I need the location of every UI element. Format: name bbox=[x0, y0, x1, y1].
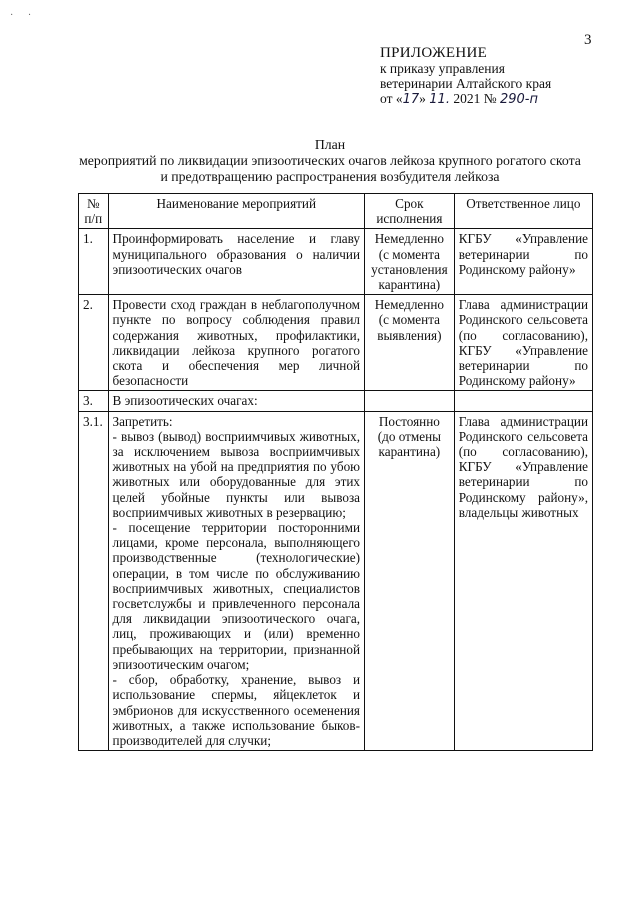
row-resp: Глава администрации Родинского сельсовета (по согласованию), КГБУ «Управление ветеринарии по Родинскому району» bbox=[454, 295, 592, 391]
table-row bbox=[79, 391, 593, 411]
table-row bbox=[79, 295, 593, 391]
table-row bbox=[79, 411, 593, 750]
row-name bbox=[108, 411, 364, 750]
appendix-line-1: к приказу управления bbox=[380, 61, 505, 76]
prohibit-item-visits: - посещение территории посторонними лицами, кроме персонала, выполняющего производственные (технологические) операции, в том числе по обслуживанию восприимчивых животных, специалистов госветслужбы и привлеченного персонала для ликвидации эпизоотического очага, лиц, проживающих и (или) временно пребывающих на территории, признанной эпизоотическим очагом; bbox=[112, 520, 361, 672]
prohibit-item-export: - вывоз (вывод) восприимчивых животных, за исключением вывоза восприимчивых животных на убой на предприятия по убою животных или оборудованные для этих целей убойные пункты или вывоза восприимчивых животных в резервацию; bbox=[112, 428, 361, 520]
appendix-title: ПРИЛОЖЕНИЕ bbox=[380, 45, 488, 61]
title-line-1: План bbox=[314, 137, 346, 152]
row-term: Немедленно (с момента установления карантина) bbox=[365, 229, 455, 295]
row-resp: КГБУ «Управление ветеринарии по Родинскому району» bbox=[454, 229, 592, 295]
row-term bbox=[365, 391, 455, 411]
row-name: В эпизоотических очагах: bbox=[108, 391, 364, 411]
row-term: Постоянно (до отмены карантина) bbox=[365, 411, 455, 750]
row-name: Провести сход граждан в неблагополучном пункте по вопросу соблюдения правил содержания животных, профилактики, ликвидации лейкоза крупного рогатого скота и обеспечения мер личной безопасности bbox=[108, 295, 364, 391]
order-number-handwritten: 290-п bbox=[499, 92, 538, 107]
title-line-3: и предотвращению распространения возбудителя лейкоза bbox=[160, 169, 500, 184]
row-resp bbox=[454, 391, 592, 411]
measures-table bbox=[78, 193, 593, 751]
title-line-2: мероприятий по ликвидации эпизоотических очагов лейкоза крупного рогатого скота bbox=[79, 153, 581, 168]
row-resp: Глава администрации Родинского сельсовета (по согласованию), КГБУ «Управление ветеринарии по Родинскому району», владельцы животных bbox=[454, 411, 592, 750]
date-month-handwritten: 11. bbox=[429, 92, 450, 107]
row-num: 3.1. bbox=[79, 411, 109, 750]
date-mid: » bbox=[419, 91, 426, 106]
date-year: 2021 № bbox=[453, 91, 497, 106]
row-name: Проинформировать население и главу муниципального образования о наличии эпизоотических очагов bbox=[108, 229, 364, 295]
row-num: 1. bbox=[79, 229, 109, 295]
prohibit-item-semen: - сбор, обработку, хранение, вывоз и использование спермы, яйцеклеток и эмбрионов для искусственного осеменения животных, а также использование быков-производителей для случки; bbox=[112, 672, 361, 748]
appendix-block bbox=[380, 46, 551, 107]
scan-marks: · · bbox=[10, 10, 38, 21]
prohibit-heading: Запретить: bbox=[112, 413, 173, 429]
header-term: Срок исполнения bbox=[365, 194, 455, 229]
date-day-handwritten: 17 bbox=[402, 92, 420, 107]
row-num: 3. bbox=[79, 391, 109, 411]
row-num: 2. bbox=[79, 295, 109, 391]
header-resp: Ответственное лицо bbox=[454, 194, 592, 229]
row-term: Немедленно (с момента выявления) bbox=[365, 295, 455, 391]
page-number: 3 bbox=[584, 32, 592, 48]
header-name: Наименование мероприятий bbox=[108, 194, 364, 229]
document-title bbox=[30, 137, 630, 185]
table-row bbox=[79, 229, 593, 295]
table-header-row bbox=[79, 194, 593, 229]
appendix-date-line bbox=[380, 91, 551, 107]
header-num: № п/п bbox=[79, 194, 109, 229]
date-prefix: от « bbox=[380, 91, 403, 106]
appendix-line-2: ветеринарии Алтайского края bbox=[380, 76, 552, 91]
